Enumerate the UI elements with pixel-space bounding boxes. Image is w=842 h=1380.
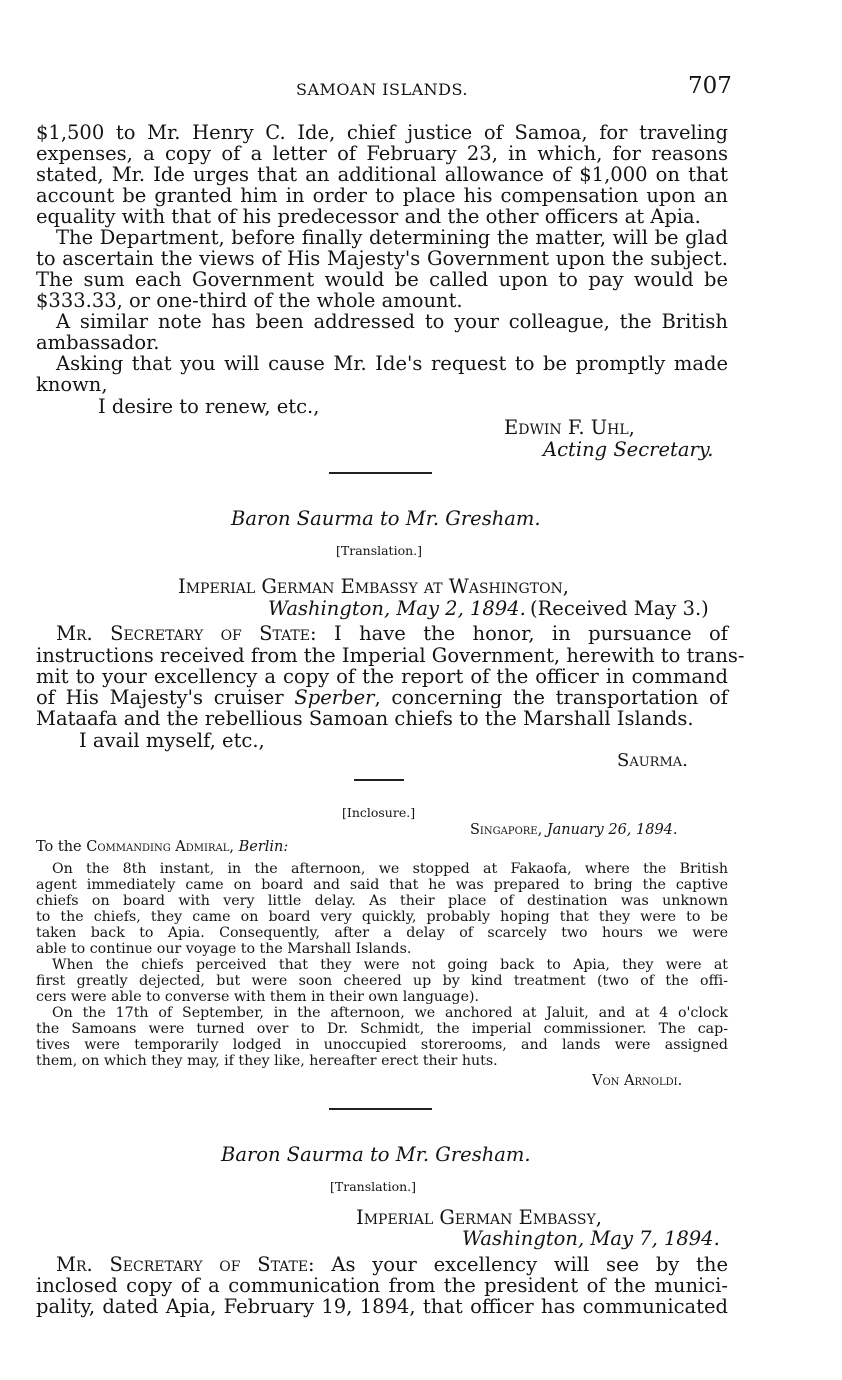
letter2-first-line: I have the honor, in pursuance of [333,622,729,645]
letter3-translation-note: [Translation.] [330,1179,417,1194]
letter2-translation-note: [Translation.] [336,543,423,558]
inclosure-line: them, on which they may, if they like, hereafter erect their huts. [36,1053,498,1069]
inclosure-line: to the chiefs, they came on board very quickly, probably hoping that they were to be [36,909,728,925]
letter3-salutation: Mr. Secretary of State: [56,1253,315,1276]
section-divider [329,1108,432,1110]
letter1-line: $333.33, or one-third of the whole amount. [36,289,463,312]
inclosure-line: tives were temporarily lodged in unoccupied storerooms, and lands were assigned [36,1037,728,1053]
letter2-line [56,623,728,644]
letter3-embassy: Imperial German Embassy, [356,1206,602,1229]
inclosure-line: first greatly dejected, but were soon cheered up by kind treatment (two of the offi- [36,973,728,989]
letter2-ship-after: , concerning the transportation of [374,686,728,709]
inclosure-place-date [470,822,678,838]
letter2-heading: Baron Saurma to Mr. Gresham. [231,507,541,530]
inclosure-line: When the chiefs perceived that they were not going back to Apia, they were at [52,957,728,973]
letter2-salutation: Mr. Secretary of State: [56,622,317,645]
letter1-line: to ascertain the views of His Majesty's Government upon the subject. [36,247,728,270]
letter1-line: known, [36,373,108,396]
inclosure-line: cers were able to converse with them in their own language). [36,989,480,1005]
letter3-heading: Baron Saurma to Mr. Gresham. [221,1143,531,1166]
inclosure-line: the Samoans were turned over to Dr. Schmidt, the imperial commissioner. The cap- [36,1021,728,1037]
letter2-line: instructions received from the Imperial Government, herewith to trans- [36,644,745,667]
inclosure-addressee [36,839,288,855]
inclosure-line: On the 8th instant, in the afternoon, we stopped at Fakaofa, where the British [52,861,728,877]
letter2-line: Mataafa and the rebellious Samoan chiefs to the Marshall Islands. [36,707,694,730]
letter3-first-line: As your excellency will see by the [331,1253,728,1276]
inclosure-line: agent immediately came on board and said that he was prepared to bring the captive [36,877,728,893]
letter1-line: Asking that you will cause Mr. Ide's request to be promptly made [56,352,728,375]
inclosure-line: On the 17th of September, in the afternoon, we anchored at Jaluit, and at 4 o'clock [52,1005,728,1021]
letter2-ship-before: of His Majesty's cruiser [36,686,284,709]
inclosure-line: taken back to Apia. Consequently, after a delay of scarcely two hours we were [36,925,728,941]
addressee-name: Commanding Admiral, [86,839,234,855]
letter1-line: equality with that of his predecessor and the other officers at Apia. [36,205,701,228]
letter1-closing: I desire to renew, etc., [98,395,320,418]
letter1-line: account be granted him in order to place his compensation upon an [36,184,728,207]
inclosure-place: Singapore, [470,822,543,838]
letter1-line: stated, Mr. Ide urges that an additional allowance of $1,000 on that [36,163,728,186]
letter2-line [36,687,728,708]
letter2-line: mit to your excellency a copy of the report of the officer in command [36,665,728,688]
running-header-title: SAMOAN ISLANDS. [296,80,468,99]
ship-name: Sperber [294,686,375,709]
letter1-line: The sum each Government would be called upon to pay would be [36,268,728,291]
letter2-date: Washington, May 2, 1894. [268,597,526,620]
section-divider [329,472,432,474]
addressee-city: Berlin: [238,839,289,855]
inclosure-label: [Inclosure.] [342,805,416,820]
letter2-received: (Received May 3.) [530,597,709,620]
inclosure-date: January 26, 1894. [546,822,678,838]
letter3-line [56,1254,728,1275]
letter2-embassy: Imperial German Embassy at Washington, [178,575,569,598]
addressee-prefix: To the [36,839,82,855]
inclosure-signature: Von Arnoldi. [592,1073,683,1089]
letter1-signature-title: Acting Secretary. [543,438,714,461]
letter1-signature: Edwin F. Uhl, [504,416,635,439]
letter1-line: The Department, before finally determining the matter, will be glad [56,226,728,249]
letter1-line: A similar note has been addressed to your colleague, the British [56,310,728,333]
letter1-line: expenses, a copy of a letter of February 23, in which, for reasons [36,142,728,165]
letter1-line: $1,500 to Mr. Henry C. Ide, chief justice of Samoa, for traveling [36,121,728,144]
letter3-date: Washington, May 7, 1894. [462,1227,720,1250]
section-divider [354,779,404,781]
inclosure-line: chiefs on board with very little delay. As their place of destination was unknown [36,893,728,909]
letter3-line: inclosed copy of a communication from the president of the munici- [36,1274,728,1297]
letter1-line: ambassador. [36,331,160,354]
page-number: 707 [688,73,732,99]
letter2-closing: I avail myself, etc., [79,729,265,752]
letter2-signature: Saurma. [617,750,688,771]
inclosure-line: able to continue our voyage to the Marshall Islands. [36,941,412,957]
letter3-line: pality, dated Apia, February 19, 1894, that officer has communicated [36,1295,728,1318]
